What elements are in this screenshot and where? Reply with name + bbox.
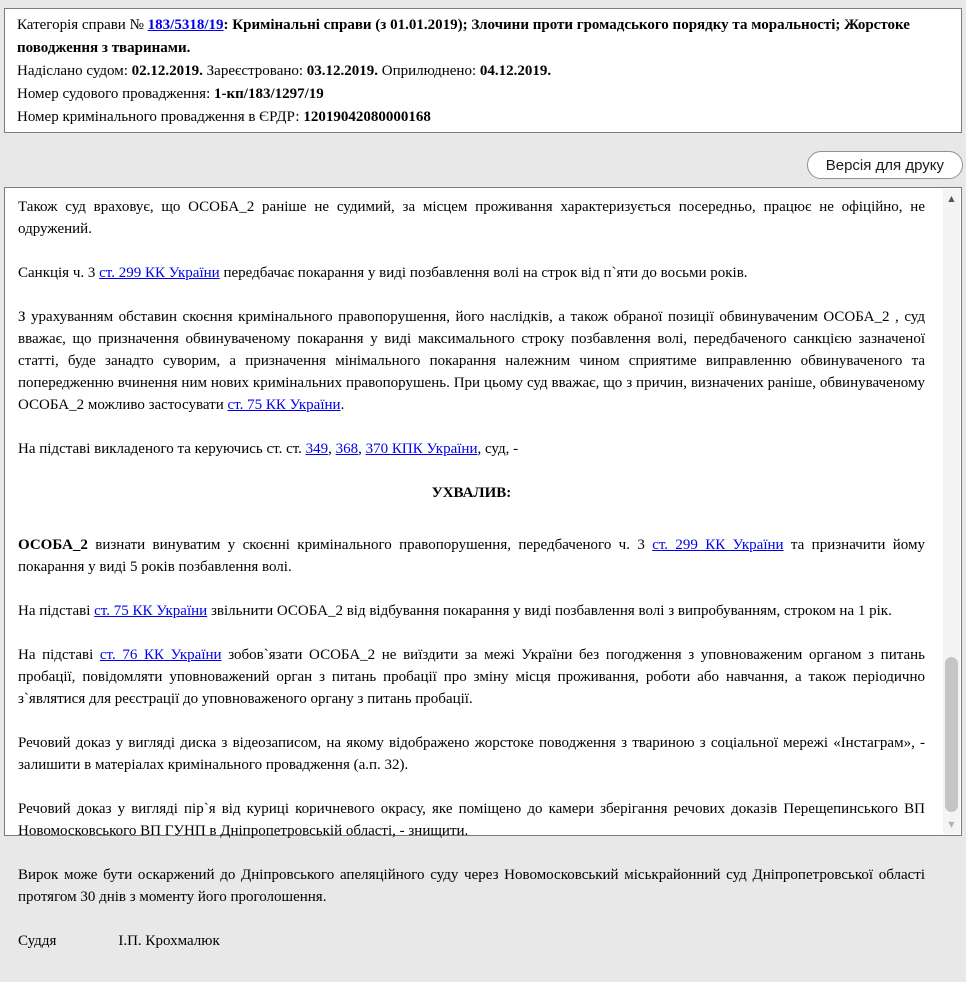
doc-paragraph	[18, 438, 925, 460]
text-run: передбачає покарання у виді позбавлення волі на строк від п`яти до восьми років.	[219, 265, 748, 281]
doc-paragraph	[18, 262, 925, 284]
statute-link[interactable]: ст. 75 КК України	[94, 603, 208, 619]
text-run: 04.12.2019.	[479, 63, 552, 79]
text-run: 03.12.2019.	[306, 63, 379, 79]
doc-paragraph	[18, 600, 925, 622]
text-run: та призначити йому покарання у виді 5 років позбавлення волі.	[18, 537, 925, 575]
text-run: Також суд враховує, що ОСОБА_2 раніше не судимий, за місцем проживання характеризується посередньо, працює не офіційно, не одружений.	[18, 199, 925, 237]
case-metadata-panel	[4, 8, 962, 133]
text-run: Санкція ч. 3	[18, 265, 100, 281]
scrollbar-thumb[interactable]	[945, 657, 958, 812]
text-run: 1-кп/183/1297/19	[214, 86, 324, 102]
text-run: Вирок може бути оскаржений до Дніпровського апеляційного суду через Новомосковський міськрайонний суд Дніпропетровської області протягом 30 днів з моменту його проголошення.	[18, 867, 925, 905]
text-run: ОСОБА_2	[18, 537, 88, 553]
text-run: Речовий доказ у вигляді диска з відеозаписом, на якому відображено жорстоке поводження з твариною з соціальної мережі «Інстаграм», - залишити в матеріалах кримінального провадження (а.п. 32).	[18, 735, 925, 773]
print-version-button[interactable]: Версія для друку	[807, 151, 963, 179]
doc-paragraph	[18, 798, 925, 842]
text-run: : Кримінальні справи (з 01.01.2019); Злочини проти громадського порядку та моральності; Жорстоке поводження з тваринами.	[17, 17, 910, 56]
text-run: І.П. Крохмалюк	[118, 933, 220, 949]
doc-paragraph	[18, 534, 925, 578]
statute-link[interactable]: ст. 75 КК України	[227, 397, 341, 413]
case-category-line	[17, 14, 949, 60]
text-run: На підставі	[18, 647, 100, 663]
text-run: , суд, -	[477, 441, 519, 457]
statute-link[interactable]: 183/5318/19	[147, 17, 224, 33]
doc-paragraph	[18, 864, 925, 908]
text-run: На підставі викладеного та керуючись ст. ст.	[18, 441, 306, 457]
vertical-scrollbar[interactable]	[943, 189, 960, 834]
doc-paragraph	[18, 644, 925, 710]
text-run: З урахуванням обставин скоєння кримінального правопорушення, його наслідків, а також обраної позиції обвинуваченим ОСОБА_2 , суд вважає, що призначення обвинуваченому покарання у виді максимального строку позбавлення волі, передбаченого санкцією зазначеної статті, буде занадто суворим, а призначення мінімального покарання належним чином сприятиме виправленню обвинуваченого та попередженню вчинення ним нових кримінальних правопорушень. При цьому суд вважає, що з причин, визначених раніше, обвинуваченому ОСОБА_2 можливо застосувати	[18, 309, 925, 413]
statute-link[interactable]: 370 КПК України	[365, 441, 478, 457]
text-run: .	[340, 397, 345, 413]
text-run: 02.12.2019.	[131, 63, 203, 79]
text-run: Номер судового провадження:	[17, 86, 214, 102]
text-run: Оприлюднено:	[378, 63, 480, 79]
text-run: визнати винуватим у скоєнні кримінального правопорушення, передбаченого ч. 3	[87, 537, 653, 553]
doc-paragraph	[18, 732, 925, 776]
text-run: Зареєстровано:	[202, 63, 307, 79]
toolbar	[3, 151, 963, 179]
judge-signature-line	[18, 930, 925, 952]
text-run: Номер кримінального провадження в ЄРДР:	[17, 109, 304, 125]
statute-link[interactable]: 349	[305, 441, 329, 457]
doc-paragraph	[18, 306, 925, 416]
text-run: зобов`язати ОСОБА_2 не виїздити за межі України без погодження з уповноваженим органом з питань пробації, повідомляти уповноважений орган з питань пробації про зміну місця проживання, роботи або навчання, а також періодично з`являтися для реєстрації до уповноваженого органу з питань пробації.	[18, 647, 925, 707]
case-metadata-lines	[17, 14, 949, 129]
decision-document-panel	[4, 187, 962, 949]
statute-link[interactable]: ст. 76 КК України	[99, 647, 222, 663]
decision-text	[5, 188, 961, 982]
text-run: ,	[358, 441, 366, 457]
text-run: Суддя	[18, 933, 57, 949]
text-run: 12019042080000168	[303, 109, 431, 125]
resolution-heading	[18, 482, 925, 504]
court-register-page	[0, 8, 966, 949]
text-run: УХВАЛИВ:	[431, 485, 512, 501]
court-proceeding-number-line	[17, 83, 949, 106]
text-run: Надіслано судом:	[17, 63, 132, 79]
text-run: ,	[328, 441, 336, 457]
scrollbar-down-arrow-icon[interactable]: ▼	[948, 820, 955, 829]
statute-link[interactable]: ст. 299 КК України	[99, 265, 220, 281]
statute-link[interactable]: 368	[335, 441, 359, 457]
scrollbar-up-arrow-icon[interactable]: ▲	[948, 194, 955, 203]
statute-link[interactable]: ст. 299 КК України	[652, 537, 784, 553]
doc-paragraph	[18, 196, 925, 240]
case-dates-line	[17, 60, 949, 83]
text-run: На підставі	[18, 603, 95, 619]
text-run: Категорія справи №	[17, 17, 148, 33]
text-run: Речовий доказ у вигляді пір`я від куриці коричневого окрасу, яке поміщено до камери зберігання речових доказів Перещепинського ВП Новомосковського ВП ГУНП в Дніпропетровській області, - знищити.	[18, 801, 925, 839]
text-run: звільнити ОСОБА_2 від відбування покарання у виді позбавлення волі з випробуванням, строком на 1 рік.	[207, 603, 892, 619]
erdr-number-line	[17, 106, 949, 129]
